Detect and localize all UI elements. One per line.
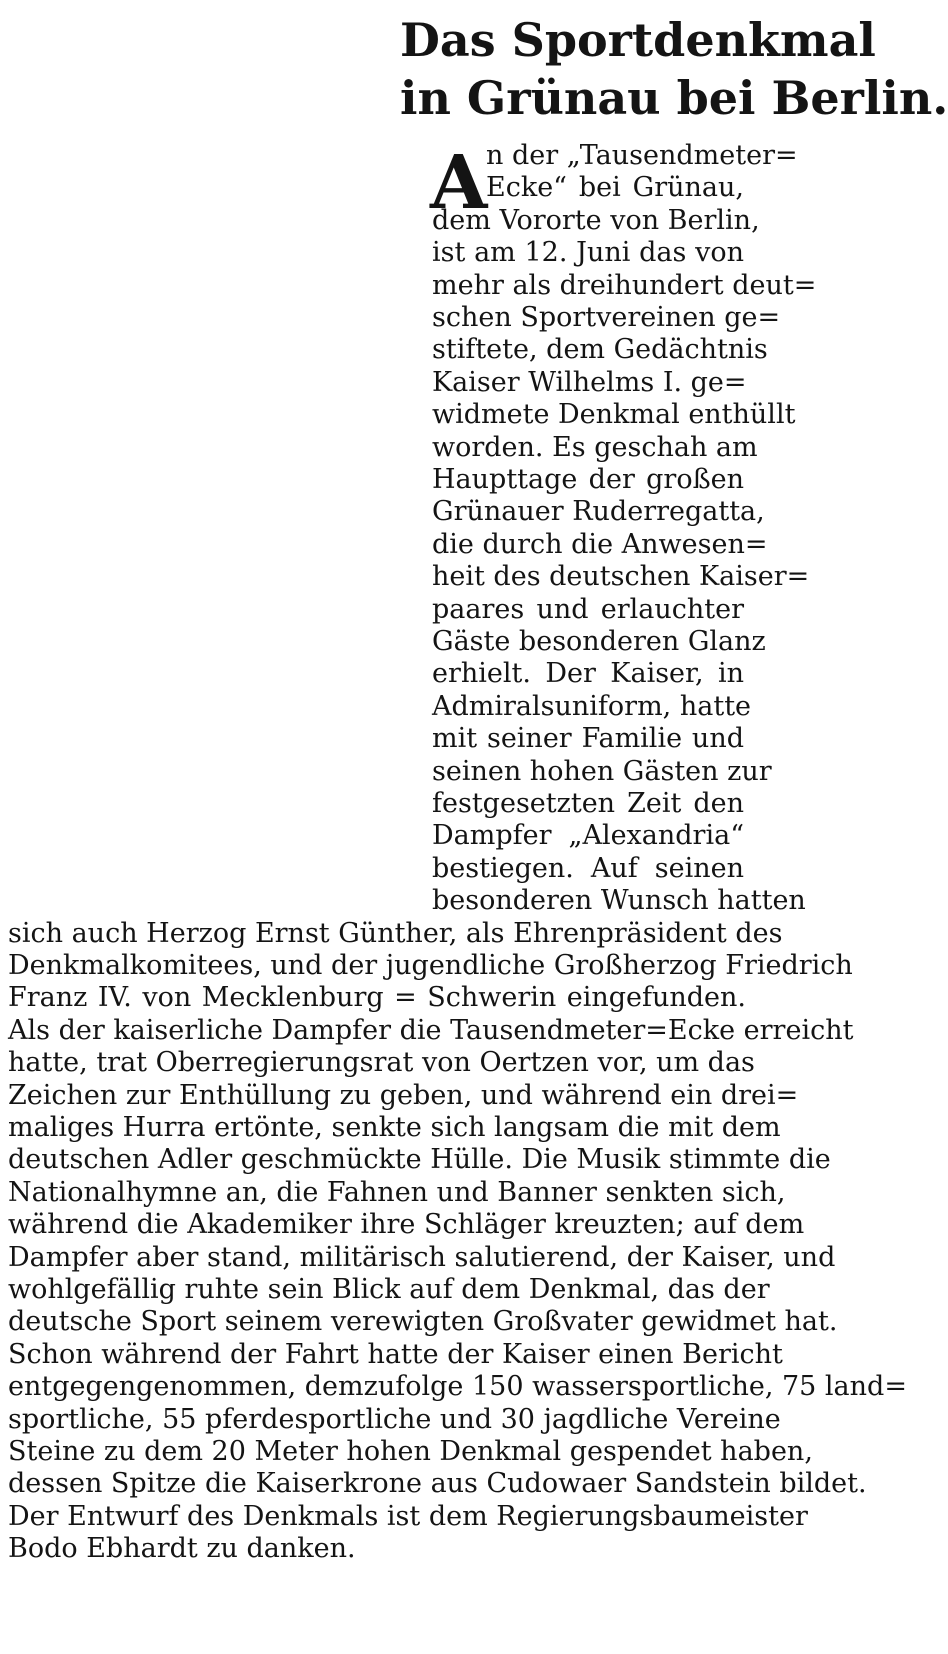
text-line: stiftete, dem Gedächtnis	[432, 334, 768, 366]
text-line: seinen hohen Gästen zur	[432, 755, 772, 787]
text-line: dessen Spitze die Kaiserkrone aus Cudowaer Sandstein bildet.	[8, 1468, 867, 1500]
text-line: Zeichen zur Enthüllung zu geben, und während ein drei=	[8, 1079, 799, 1111]
text-line: entgegengenommen, demzufolge 150 wassersportliche, 75 land=	[8, 1371, 907, 1403]
text-line: Bodo Ebhardt zu danken.	[8, 1533, 356, 1565]
text-line: bestiegen. Auf seinen	[432, 852, 744, 884]
text-line: Schon während der Fahrt hatte der Kaiser einen Bericht	[8, 1338, 783, 1370]
text-line: Ecke“ bei Grünau,	[486, 172, 744, 204]
text-line: während die Akademiker ihre Schläger kreuzten; auf dem	[8, 1209, 805, 1241]
text-line: hatte, trat Oberregierungsrat von Oertzen vor, um das	[8, 1047, 755, 1079]
text-line: Dampfer „Alexandria“	[432, 820, 744, 852]
text-line: festgesetzten Zeit den	[432, 788, 744, 819]
text-line: Grünauer Ruderregatta,	[432, 496, 765, 528]
text-line: sich auch Herzog Ernst Günther, als Ehrenpräsident des	[8, 917, 783, 949]
article-title-line-1: Das Sportdenkmal	[400, 13, 876, 67]
text-line: besonderen Wunsch hatten	[432, 885, 806, 917]
text-line: dem Vororte von Berlin,	[432, 204, 760, 236]
text-line: Kaiser Wilhelms I. ge=	[432, 366, 747, 398]
text-line: Nationalhymne an, die Fahnen und Banner senkten sich,	[8, 1176, 786, 1208]
text-line: sportliche, 55 pferdesportliche und 30 jagdliche Vereine	[8, 1403, 781, 1435]
text-line: mit seiner Familie und	[432, 723, 744, 755]
text-line: die durch die Anwesen=	[432, 528, 768, 560]
text-line: Dampfer aber stand, militärisch salutierend, der Kaiser, und	[8, 1241, 836, 1273]
text-line: Gäste besonderen Glanz	[432, 626, 766, 657]
text-line: n der „Tausendmeter=	[486, 140, 798, 171]
text-line: Franz IV. von Mecklenburg = Schwerin eingefunden.	[8, 982, 746, 1014]
text-line: Steine zu dem 20 Meter hohen Denkmal gespendet haben,	[8, 1436, 813, 1467]
text-line: ist am 12. Juni das von	[432, 237, 744, 269]
text-line: schen Sportvereinen ge=	[432, 302, 781, 333]
text-line: Haupttage der großen	[432, 464, 744, 495]
text-line: Admiralsuniform, hatte	[432, 690, 752, 722]
text-line: widmete Denkmal enthüllt	[432, 399, 796, 431]
text-line: deutsche Sport seinem verewigten Großvater gewidmet hat.	[8, 1306, 838, 1338]
text-line: Der Entwurf des Denkmals ist dem Regierungsbaumeister	[8, 1500, 808, 1532]
text-line: heit des deutschen Kaiser=	[432, 561, 810, 593]
text-line: mehr als dreihundert deut=	[432, 269, 817, 301]
drop-cap: A	[430, 140, 488, 226]
text-line: paares und erlauchter	[432, 593, 744, 625]
text-line: erhielt. Der Kaiser, in	[432, 658, 744, 690]
text-line: worden. Es geschah am	[432, 431, 758, 463]
text-line: deutschen Adler geschmückte Hülle. Die Musik stimmte die	[8, 1144, 831, 1176]
text-line: maliges Hurra ertönte, senkte sich langsam die mit dem	[8, 1112, 781, 1143]
text-line: wohlgefällig ruhte sein Blick auf dem Denkmal, das der	[8, 1274, 770, 1305]
text-line: Denkmalkomitees, und der jugendliche Großherzog Friedrich	[8, 950, 853, 981]
article-title-line-2: in Grünau bei Berlin.	[400, 71, 948, 125]
text-line: Als der kaiserliche Dampfer die Tausendmeter=Ecke erreicht	[8, 1014, 854, 1046]
